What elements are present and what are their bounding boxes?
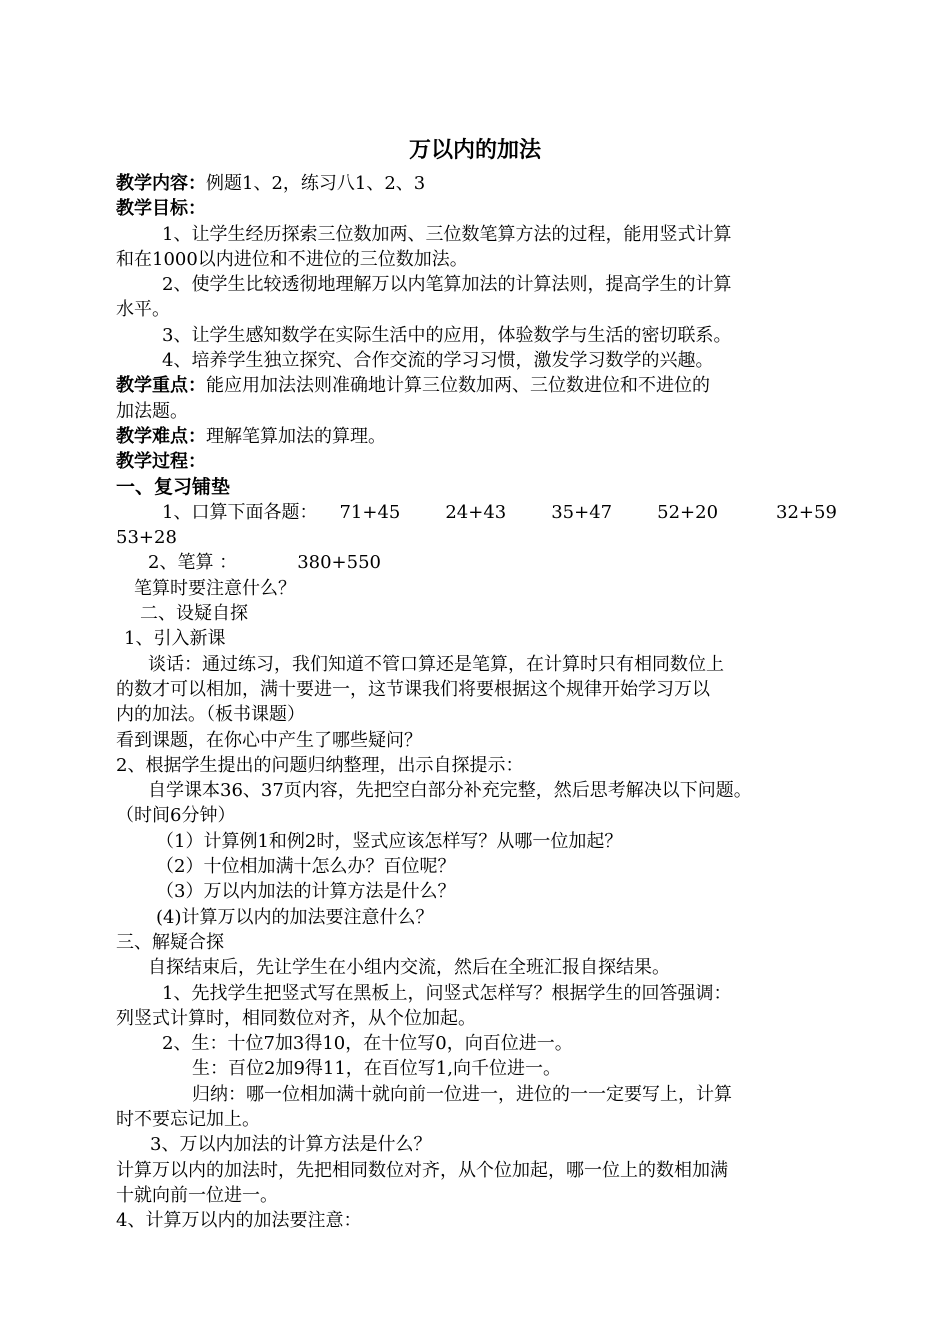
section3-p1: 1、先找学生把竖式写在黑板上，问竖式怎样写？根据学生的回答强调：	[162, 982, 732, 1004]
question-1: （1）计算例1和例2时，竖式应该怎样写？从哪一位加起？	[156, 830, 623, 852]
document-body	[116, 171, 852, 1233]
self-study-time: （时间6分钟）	[116, 805, 236, 827]
section3-p3: 3、万以内加法的计算方法是什么？	[150, 1134, 432, 1156]
oral-item: 32+59	[776, 501, 837, 523]
section3-p4: 4、计算万以内的加法要注意：	[116, 1210, 362, 1232]
section1-heading: 一、复习铺垫	[116, 475, 231, 498]
talk-line-3: 内的加法。（板书课题）	[116, 704, 305, 726]
section2-heading: 二、设疑自探	[140, 603, 248, 625]
written-label: 2、笔算 ：	[148, 552, 238, 574]
difficulty-label: 教学难点：	[116, 425, 206, 447]
talk-line-2: 的数才可以相加，满十要进一，这节课我们将要根据这个规律开始学习万以	[116, 678, 710, 700]
self-study-line: 自学课本36、37页内容，先把空白部分补充完整，然后思考解决以下问题。	[148, 780, 752, 802]
page-title: 万以内的加法	[408, 137, 541, 163]
oral-last: 53+28	[116, 527, 177, 549]
oral-item: 35+47	[551, 501, 613, 523]
question-3: （3）万以内加法的计算方法是什么？	[156, 881, 456, 903]
written-line	[116, 550, 852, 575]
goal-1: 1、让学生经历探索三位数加两、三位数笔算方法的过程，能用竖式计算	[162, 223, 732, 245]
keypoint-line	[116, 373, 852, 398]
section3-summary-cont: 时不要忘记加上。	[116, 1108, 260, 1130]
section3-p2-b: 生：百位2加9得11，在百位写1,向千位进一。	[192, 1058, 561, 1080]
goal-2: 2、使学生比较透彻地理解万以内笔算加法的计算法则，提高学生的计算	[162, 274, 732, 296]
section3-intro: 自探结束后，先让学生在小组内交流，然后在全班汇报自探结果。	[148, 957, 670, 979]
goal-3: 3、让学生感知数学在实际生活中的应用，体验数学与生活的密切联系。	[162, 324, 732, 346]
difficulty-text: 理解笔算加法的算理。	[206, 425, 386, 447]
oral-line	[116, 500, 852, 525]
section1-question: 笔算时要注意什么？	[134, 577, 296, 599]
content-line	[116, 171, 852, 196]
talk-line: 谈话：通过练习，我们知道不管口算还是笔算，在计算时只有相同数位上	[148, 653, 724, 675]
section3-p2: 2、生：十位7加3得10，在十位写0，向百位进一。	[162, 1033, 573, 1055]
section3-p3-answer: 计算万以内的加法时，先把相同数位对齐，从个位加起，哪一位上的数相加满	[116, 1159, 728, 1181]
goal-1-cont: 和在1000以内进位和不进位的三位数加法。	[116, 248, 468, 270]
section3-p1-cont: 列竖式计算时，相同数位对齐，从个位加起。	[116, 1007, 476, 1029]
written-item: 380+550	[297, 552, 381, 574]
section3-summary: 归纳：哪一位相加满十就向前一位进一，进位的一一定要写上，计算	[192, 1083, 732, 1105]
content-text: 例题1、2，练习八1、2、3	[206, 173, 426, 194]
keypoint-cont: 加法题。	[116, 400, 188, 422]
question-4: (4)计算万以内的加法要注意什么？	[156, 906, 434, 928]
content-label: 教学内容：	[116, 173, 206, 194]
see-line: 看到课题，在你心中产生了哪些疑问？	[116, 729, 422, 751]
section3-p3-answer-cont: 十就向前一位进一。	[116, 1184, 278, 1206]
keypoint-text: 能应用加法法则准确地计算三位数加两、三位数进位和不进位的	[206, 375, 710, 397]
process-label: 教学过程：	[116, 451, 206, 473]
oral-item: 24+43	[445, 501, 507, 523]
oral-item: 52+20	[657, 501, 719, 523]
keypoint-label: 教学重点：	[116, 375, 206, 397]
question-2: （2）十位相加满十怎么办？百位呢？	[156, 856, 456, 878]
section3-heading: 三、解疑合探	[116, 931, 224, 953]
section2-sub2: 2、根据学生提出的问题归纳整理，出示自探提示：	[116, 754, 524, 776]
oral-item: 71+45	[339, 501, 401, 523]
goals-label: 教学目标：	[116, 198, 206, 220]
difficulty-line	[116, 424, 852, 449]
section2-sub1: 1、引入新课	[124, 628, 226, 650]
goal-4: 4、培养学生独立探究、合作交流的学习习惯，激发学习数学的兴趣。	[162, 350, 714, 372]
goal-2-cont: 水平。	[116, 299, 170, 321]
oral-label: 1、口算下面各题：	[162, 501, 318, 523]
